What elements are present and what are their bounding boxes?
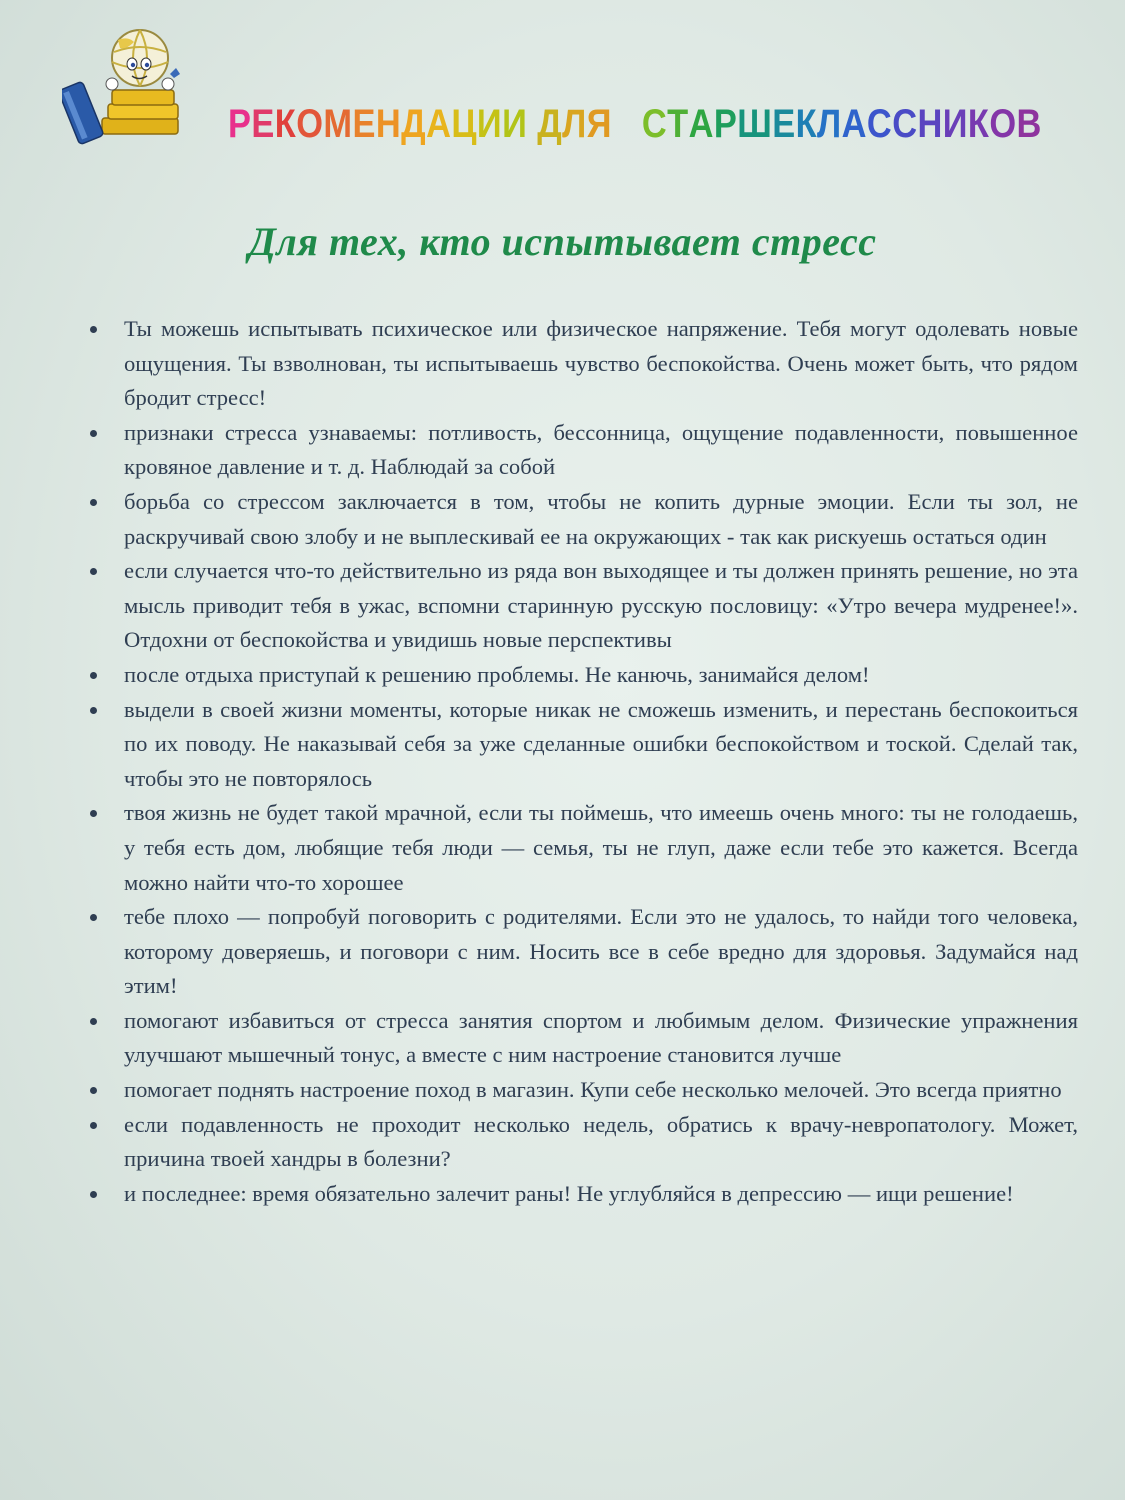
header-letter	[612, 100, 642, 148]
header-letter: С	[641, 102, 668, 146]
header-letter: Р	[228, 102, 252, 146]
list-item	[86, 693, 1078, 797]
list-item-text: если случается что-то действительно из ряда вон выходящее и ты должен принять решение, но эта мысль приводит тебя в ужас, вспомни старинную русскую пословицу: «Утро вечера мудренее!». Отдохни от беспокойства и увидишь новые перспективы	[124, 558, 1078, 653]
bullet-icon	[90, 326, 97, 333]
list-item-text: выдели в своей жизни моменты, которые никак не сможешь изменить, и перестань беспокоиться по их поводу. Не наказывай себя за уже сделанные ошибки беспокойством и тоской. Сделай так, чтобы это не повторялось	[124, 696, 1078, 791]
bullet-icon	[90, 499, 97, 506]
header-letter: Н	[917, 102, 943, 146]
list-item-text: помогают избавиться от стресса занятия спортом и любимым делом. Физические упражнения улучшают мышечный тонус, а вместе с ним настроение становится лучше	[124, 1007, 1078, 1068]
bullet-icon	[90, 1122, 97, 1129]
header-letter: А	[426, 102, 452, 146]
header-letter: Ц	[451, 102, 477, 146]
list-item-text: борьба со стрессом заключается в том, чтобы не копить дурные эмоции. Если ты зол, не раскручивай свою злобу и не выплескивай ее на окружающих - так как рискуешь остаться один	[124, 488, 1078, 549]
header-letter: К	[967, 102, 990, 146]
header-letter: Р	[713, 102, 738, 146]
header-letter: К	[795, 102, 818, 146]
header-letter: А	[841, 102, 867, 146]
header-letter: Н	[375, 102, 402, 146]
header-letter: Е	[772, 102, 796, 146]
list-item-text: тебе плохо — попробуй поговорить с родителями. Если это не удалось, то найди того человека, которому доверяешь, и поговори с ним. Носить все в себе вредно для здоровья. Задумайся над этим!	[124, 904, 1078, 999]
header-letter: Д	[537, 102, 563, 146]
header-letter: К	[274, 102, 297, 146]
header-letter: А	[688, 102, 714, 146]
globe-with-books-icon	[62, 22, 192, 152]
recommendations-list	[86, 312, 1078, 1211]
page-subtitle: Для тех, кто испытывает стресс	[248, 219, 877, 264]
header-letter: И	[476, 102, 503, 146]
header-letter	[527, 100, 537, 148]
header-letter: С	[866, 102, 893, 146]
list-item	[86, 1004, 1078, 1073]
header-letter: О	[296, 102, 324, 146]
header-letter: И	[942, 102, 968, 146]
list-item-text: признаки стресса узнаваемы: потливость, бессонница, ощущение подавленности, повышенное кровяное давление и т. д. Наблюдай за собой	[124, 419, 1078, 480]
bullet-icon	[90, 707, 97, 714]
header-letter: Е	[251, 102, 275, 146]
list-item	[86, 796, 1078, 900]
list-item-text: Ты можешь испытывать психическое или физическое напряжение. Тебя могут одолевать новые ощущения. Ты взволнован, ты испытываешь чувство беспокойства. Очень может быть, что рядом бродит стресс!	[124, 316, 1078, 411]
bullet-icon	[90, 672, 97, 679]
bullet-icon	[90, 1018, 97, 1025]
bullet-icon	[90, 568, 97, 575]
bullet-icon	[90, 430, 97, 437]
list-item	[86, 900, 1078, 1004]
list-item-text: твоя жизнь не будет такой мрачной, если ты поймешь, что имеешь очень много: ты не голодаешь, у тебя есть дом, любящие тебя люди — семья, ты не глуп, даже если тебе это кажется. Всегда можно найти что-то хорошее	[124, 800, 1078, 895]
list-item	[86, 1177, 1078, 1212]
list-item-text: после отдыха приступай к решению проблемы. Не канючь, занимайся делом!	[124, 661, 870, 687]
list-item	[86, 485, 1078, 554]
header-letter: Ш	[737, 102, 773, 146]
header-letter: В	[1016, 102, 1042, 146]
list-item	[86, 1108, 1078, 1177]
bullet-icon	[90, 1191, 97, 1198]
header-letter: М	[323, 102, 353, 146]
list-item-text: если подавленность не проходит несколько недель, обратись к врачу-невропатологу. Может, причина твоей хандры в болезни?	[124, 1111, 1078, 1172]
page-header	[228, 100, 1042, 148]
header-letter: С	[892, 102, 918, 146]
list-item-text: и последнее: время обязательно залечит раны! Не углубляйся в депрессию — ищи решение!	[124, 1180, 1014, 1206]
list-item	[86, 554, 1078, 658]
bullet-icon	[90, 1087, 97, 1094]
list-item	[86, 1073, 1078, 1108]
list-item	[86, 312, 1078, 416]
bullet-icon	[90, 810, 97, 817]
header-letter: Л	[562, 102, 587, 146]
header-letter: Т	[667, 102, 689, 146]
header-letter: Е	[352, 102, 376, 146]
list-item-text: помогает поднять настроение поход в магазин. Купи себе несколько мелочей. Это всегда приятно	[124, 1077, 1062, 1103]
bullet-icon	[90, 914, 97, 921]
header-letter: Л	[817, 102, 842, 146]
header-letter: И	[502, 102, 528, 146]
header-letter: О	[989, 102, 1017, 146]
list-item	[86, 658, 1078, 693]
header-letter: Д	[401, 102, 427, 146]
header-letter: Я	[586, 102, 612, 146]
list-item	[86, 416, 1078, 485]
